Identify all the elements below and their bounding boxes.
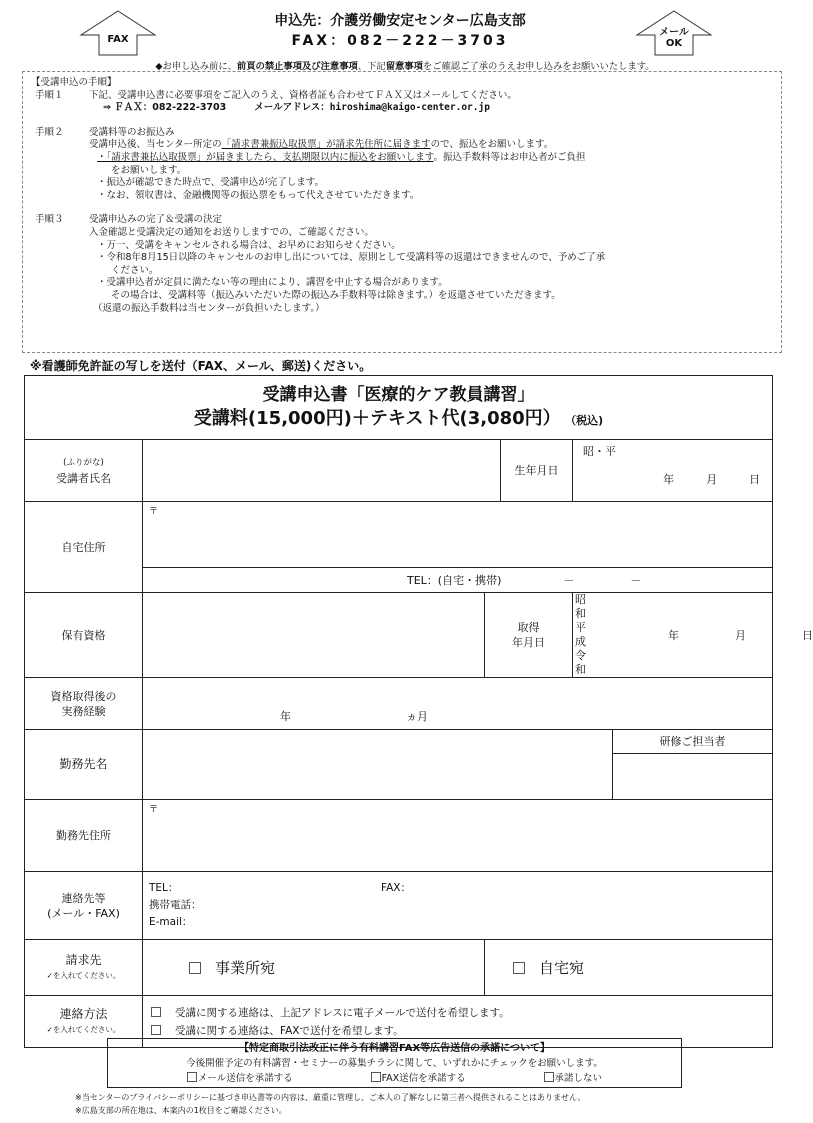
contact-fax-label: FAX： xyxy=(381,882,411,894)
notice-post: をご確認ご了承のうえお申し込みをお願いいたします。 xyxy=(422,61,655,72)
procedure-box xyxy=(22,71,782,353)
workplace-address-label: 勤務先住所 xyxy=(25,800,143,872)
contact-label-2: (メール・FAX) xyxy=(47,906,120,920)
consent-none-label: 承諾しない xyxy=(554,1073,603,1084)
workplace-label: 勤務先名 xyxy=(25,730,143,800)
billing-label-cell xyxy=(25,940,143,996)
workplace-address-input[interactable] xyxy=(143,800,773,872)
contact-label xyxy=(25,872,143,940)
method-option-email[interactable] xyxy=(149,1004,766,1022)
experience-label-2: 実務経験 xyxy=(61,704,106,718)
billing-home-checkbox[interactable] xyxy=(513,962,525,974)
billing-label: 請求先 xyxy=(65,952,102,967)
mail-ok-arrow-icon xyxy=(636,10,712,56)
consent-option-none[interactable] xyxy=(544,1071,603,1086)
header-notice xyxy=(60,58,750,72)
home-tel-input[interactable] xyxy=(143,568,773,593)
method-label: 連絡方法 xyxy=(59,1006,108,1021)
consent-fax-label: FAX送信を承諾する xyxy=(381,1073,466,1084)
fax-arrow-icon xyxy=(80,10,156,56)
consent-mail-label: メール送信を承諾する xyxy=(197,1073,293,1084)
notice-bold-2: 留意事項 xyxy=(385,61,423,72)
billing-home-label: 自宅宛 xyxy=(539,959,585,977)
workplace-postal-mark: 〒 xyxy=(149,805,159,815)
procedure-heading: 【受講申込の手順】 xyxy=(31,77,117,88)
contact-email-label: E-mail： xyxy=(149,916,193,928)
experience-label-1: 資格取得後の xyxy=(50,689,117,703)
training-contact-label: 研修ご担当者 xyxy=(613,730,773,754)
step1-contact-fax: ⇒ ＦＡＸ：082-222-3703 xyxy=(103,102,227,114)
form-title-line2 xyxy=(25,407,772,433)
home-address-input[interactable] xyxy=(143,502,773,568)
step3-line1: 入金確認と受講決定の通知をお送りしますでの、ご確認ください。 xyxy=(89,226,374,238)
form-fee: 受講料(15,000円)＋テキスト代(3,080円） xyxy=(193,407,561,429)
notice-mid: 、下記 xyxy=(357,61,386,72)
form-title xyxy=(25,376,773,440)
qualification-input[interactable] xyxy=(143,593,485,678)
mail-arrow-label-1: メール xyxy=(659,27,689,38)
step2-bullet1-underlined: ・「請求書兼払込取扱票」が届きましたら、支払期限以内に振込をお願いします xyxy=(97,151,434,163)
birth-era: 昭・平 xyxy=(583,445,616,458)
step2-line1-pre: 受講申込後、当センター所定の xyxy=(89,139,222,151)
era-reiwa: 令和 xyxy=(575,649,586,676)
consent-text: 今後開催予定の有料講習・セミナーの募集チラシに関して、いずれかにチェックをお願いします。 xyxy=(186,1058,603,1069)
step3-bullet3-cont: その場合は、受講料等（振込みいただいた際の振込み手数料等は除きます。）を返還させていただきます。 xyxy=(111,289,561,301)
billing-check-note: ✓を入れてください。 xyxy=(46,970,121,980)
billing-office-checkbox[interactable] xyxy=(189,962,201,974)
exp-month-unit: ヵ月 xyxy=(406,710,428,723)
step2-line1 xyxy=(89,139,773,152)
method-email-checkbox[interactable] xyxy=(151,1007,161,1017)
home-tel-label: TEL：(自宅・携帯) xyxy=(407,574,502,587)
birth-date-label: 生年月日 xyxy=(501,440,573,502)
step3-bullet3: ・受講申込者が定員に満たない等の理由により、講習を中止する場合があります。 xyxy=(97,277,448,289)
qualification-label: 保有資格 xyxy=(25,593,143,678)
workplace-input[interactable] xyxy=(143,730,613,800)
method-check-note: ✓を入れてください。 xyxy=(46,1024,121,1034)
fax-arrow-label: FAX xyxy=(107,34,129,45)
location-note: ※広島支部の所在地は、本案内の1枚目をご確認ください。 xyxy=(75,1106,287,1115)
step2-title: 受講料等のお振込み xyxy=(89,126,175,138)
method-fax-checkbox[interactable] xyxy=(151,1025,161,1035)
privacy-note: ※当センターのプライバシーポリシーに基づき申込書等の内容は、厳重に管理し、ご本人の了解なしに第三者へ提供されることはありません。 xyxy=(75,1093,586,1102)
birth-year-unit: 年 xyxy=(663,473,675,486)
acq-year-unit: 年 xyxy=(668,629,679,642)
step1-contact xyxy=(31,102,773,115)
mail-arrow-label-2: OK xyxy=(665,38,683,49)
step1-label: 手順１ xyxy=(35,89,64,101)
acq-day-unit: 日 xyxy=(802,629,813,642)
mail-arrow-label xyxy=(636,27,712,49)
method-option-email-label: 受講に関する連絡は、上記アドレスに電子メールで送付を希望します。 xyxy=(175,1006,510,1019)
consent-fax-checkbox[interactable] xyxy=(371,1072,381,1082)
era-heisei: 平成 xyxy=(575,621,586,648)
step2-bullet3: ・なお、領収書は、金融機関等の振込票をもって代えさせていただきます。 xyxy=(97,189,420,201)
billing-office-option[interactable] xyxy=(143,940,485,996)
acq-month-unit: 月 xyxy=(735,629,746,642)
tel-dash-2: － xyxy=(630,574,642,587)
contact-tel-label: TEL： xyxy=(149,882,179,894)
consent-heading: 【特定商取引法改正に伴う有料講習FAX等広告送信の承諾について】 xyxy=(239,1043,550,1054)
experience-input[interactable] xyxy=(143,678,773,730)
tax-included-label: （税込) xyxy=(570,413,604,427)
postal-mark: 〒 xyxy=(149,507,159,517)
header-fax-number: FAX：082－222－3703 xyxy=(291,33,509,49)
consent-option-fax[interactable] xyxy=(371,1071,466,1086)
home-address-label: 自宅住所 xyxy=(25,502,143,593)
exp-year-unit: 年 xyxy=(280,710,291,723)
application-form xyxy=(24,375,813,1048)
step3-note: （返還の振込手数料は当センターが負担いたします。） xyxy=(93,302,325,314)
step3-bullet1: ・万一、受講をキャンセルされる場合は、お早めにお知らせください。 xyxy=(97,239,401,251)
fax-consent-box xyxy=(107,1038,682,1088)
step1-contact-mail: メールアドレス：hiroshima@kaigo-center.or.jp xyxy=(254,102,490,114)
header-title: 申込先：介護労働安定センター広島支部 xyxy=(274,13,526,29)
birth-date-input[interactable] xyxy=(573,440,773,502)
acquired-date-label xyxy=(485,593,573,678)
contact-label-1: 連絡先等 xyxy=(61,891,106,905)
acquired-date-input[interactable] xyxy=(573,593,813,678)
consent-mail-checkbox[interactable] xyxy=(187,1072,197,1082)
birth-month-unit: 月 xyxy=(706,473,718,486)
form-title-line1: 受講申込書「医療的ケア教員講習」 xyxy=(262,384,535,405)
notice-pre: ◆お申し込み前に、 xyxy=(155,61,237,72)
acquired-label-2: 年月日 xyxy=(512,636,545,649)
tel-dash-1: － xyxy=(563,574,575,587)
era-showa: 昭和 xyxy=(575,593,586,620)
billing-home-option[interactable] xyxy=(485,940,773,996)
step1-text: 下記、受講申込書に必要事項をご記入のうえ、資格者証も合わせてＦＡＸ又はメールしてください。 xyxy=(89,89,517,101)
consent-option-mail[interactable] xyxy=(187,1071,293,1086)
step2-line1-post: ので、振込をお願いします。 xyxy=(430,139,554,151)
step3-bullet2: ・令和8年8月15日以降のキャンセルのお申し出については、原則として受講料等の返還はできませんので、予めご了承 xyxy=(97,252,606,264)
nurse-license-note: ※看護師免許証の写しを送付（FAX、メール、郵送)ください。 xyxy=(30,359,372,373)
contact-mobile-label: 携帯電話： xyxy=(149,899,202,911)
birth-day-unit: 日 xyxy=(749,473,761,486)
training-contact-input[interactable] xyxy=(613,754,773,800)
method-option-fax[interactable] xyxy=(149,1022,766,1040)
name-label: 受講者氏名 xyxy=(56,471,111,485)
step2-line1-underlined: 「請求書兼振込取扱票」が請求先住所に届きます xyxy=(221,139,431,151)
contact-input[interactable] xyxy=(143,872,773,940)
step3-label: 手順３ xyxy=(35,214,64,226)
step3-bullet2-cont: ください。 xyxy=(111,264,159,276)
step2-bullet1 xyxy=(89,152,773,165)
method-option-fax-label: 受講に関する連絡は、FAXで送付を希望します。 xyxy=(175,1024,404,1037)
step3-title: 受講申込みの完了＆受講の決定 xyxy=(89,214,223,226)
furigana-label: (ふりがな) xyxy=(63,457,104,468)
consent-none-checkbox[interactable] xyxy=(544,1072,554,1082)
acquired-label-1: 取得 xyxy=(517,621,540,634)
step2-label: 手順２ xyxy=(35,126,64,138)
name-input[interactable] xyxy=(143,440,501,502)
step2-bullet1-post: 。振込手数料等はお申込者がご負担 xyxy=(433,151,586,163)
name-label-cell xyxy=(25,440,143,502)
notice-bold-1: 前頁の禁止事項及び注意事項 xyxy=(236,61,358,72)
billing-office-label: 事業所宛 xyxy=(215,959,276,977)
step2-bullet1-cont: をお願いします。 xyxy=(111,164,187,176)
experience-label xyxy=(25,678,143,730)
step2-bullet2: ・振込が確認できた時点で、受講申込が完了します。 xyxy=(97,177,325,189)
